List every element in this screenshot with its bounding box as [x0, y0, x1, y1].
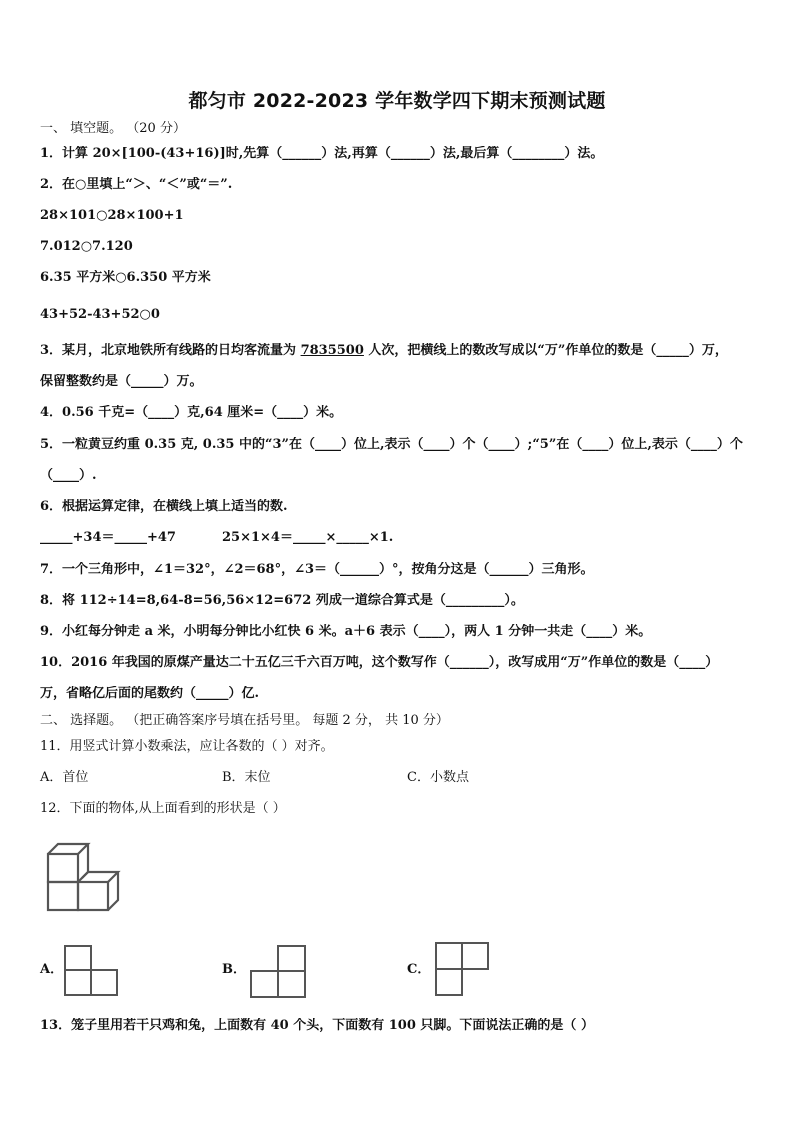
question-3-text-start: 3．某月，北京地铁所有线路的日均客流量为 — [40, 343, 301, 358]
question-6-item-b: 25×1×4＝_____×_____×1. — [222, 530, 394, 545]
question-6-item-a: _____+34＝_____+47 — [40, 530, 176, 545]
section-1-heading: 一、 填空题。 （20 分） — [40, 121, 186, 136]
question-10-line-2: 万，省略亿后面的尾数约（_____）亿. — [40, 686, 260, 701]
question-12-option-a-label: A． — [40, 962, 64, 977]
question-8: 8．将 112÷14=8,64-8=56,56×12=672 列成一道综合算式是（_________）。 — [40, 593, 524, 608]
question-3 — [40, 343, 770, 359]
question-12: 12．下面的物体,从上面看到的形状是（ ） — [40, 801, 286, 816]
option-a-shape — [64, 945, 120, 997]
question-11-option-a: A．首位 — [40, 770, 89, 785]
option-b-shape — [250, 945, 308, 999]
question-5: 5．一粒黄豆约重 0.35 克, 0.35 中的“3”在（____）位上,表示（____）个（____）;“5”在（____）位上,表示（____）个 — [40, 437, 743, 452]
question-2: 2．在○里填上“＞、“＜”或“＝”. — [40, 177, 233, 192]
question-2-item-d: 43+52-43+52○0 — [40, 307, 160, 322]
question-3-text-end: 人次，把横线上的数改写成以“万”作单位的数是（_____）万， — [363, 343, 728, 358]
question-5-line-2: （____）. — [40, 468, 97, 483]
option-c-shape — [435, 942, 491, 998]
question-11-option-b: B．末位 — [222, 770, 271, 785]
question-2-item-c: 6.35 平方米○6.350 平方米 — [40, 270, 211, 285]
question-10: 10．2016 年我国的原煤产量达二十五亿三千六百万吨，这个数写作（______），改写成用“万”作单位的数是（____） — [40, 655, 719, 670]
question-1: 1．计算 20×[100-(43+16)]时,先算（______）法,再算（______）法,最后算（________）法。 — [40, 146, 604, 161]
question-6: 6．根据运算定律，在横线上填上适当的数. — [40, 499, 288, 514]
question-2-item-b: 7.012○7.120 — [40, 239, 133, 254]
page-title: 都匀市 2022-2023 学年数学四下期末预测试题 — [188, 90, 606, 112]
question-3-line-2: 保留整数约是（_____）万。 — [40, 374, 203, 389]
question-13: 13．笼子里用若干只鸡和兔，上面数有 40 个头，下面数有 100 只脚。下面说法正确的是（ ） — [40, 1018, 594, 1033]
question-4: 4．0.56 千克=（____）克,64 厘米=（____）米。 — [40, 405, 343, 420]
question-7: 7．一个三角形中，∠1＝32°，∠2＝68°，∠3＝（______）°，按角分这是（______）三角形。 — [40, 562, 594, 577]
question-11: 11．用竖式计算小数乘法，应让各数的（ ）对齐。 — [40, 739, 334, 754]
question-12-option-b-label: B． — [222, 962, 246, 977]
question-11-option-c: C．小数点 — [407, 770, 469, 785]
question-2-item-a: 28×101○28×100+1 — [40, 208, 184, 223]
question-3-underlined-number: 7835500 — [300, 343, 364, 358]
section-2-heading: 二、 选择题。 （把正确答案序号填在括号里。 每题 2 分， 共 10 分） — [40, 713, 449, 728]
cube-figure — [46, 842, 136, 914]
question-12-option-c-label: C． — [407, 962, 431, 977]
question-9: 9．小红每分钟走 a 米，小明每分钟比小红快 6 米。a＋6 表示（____），两人 1 分钟一共走（____）米。 — [40, 624, 652, 639]
